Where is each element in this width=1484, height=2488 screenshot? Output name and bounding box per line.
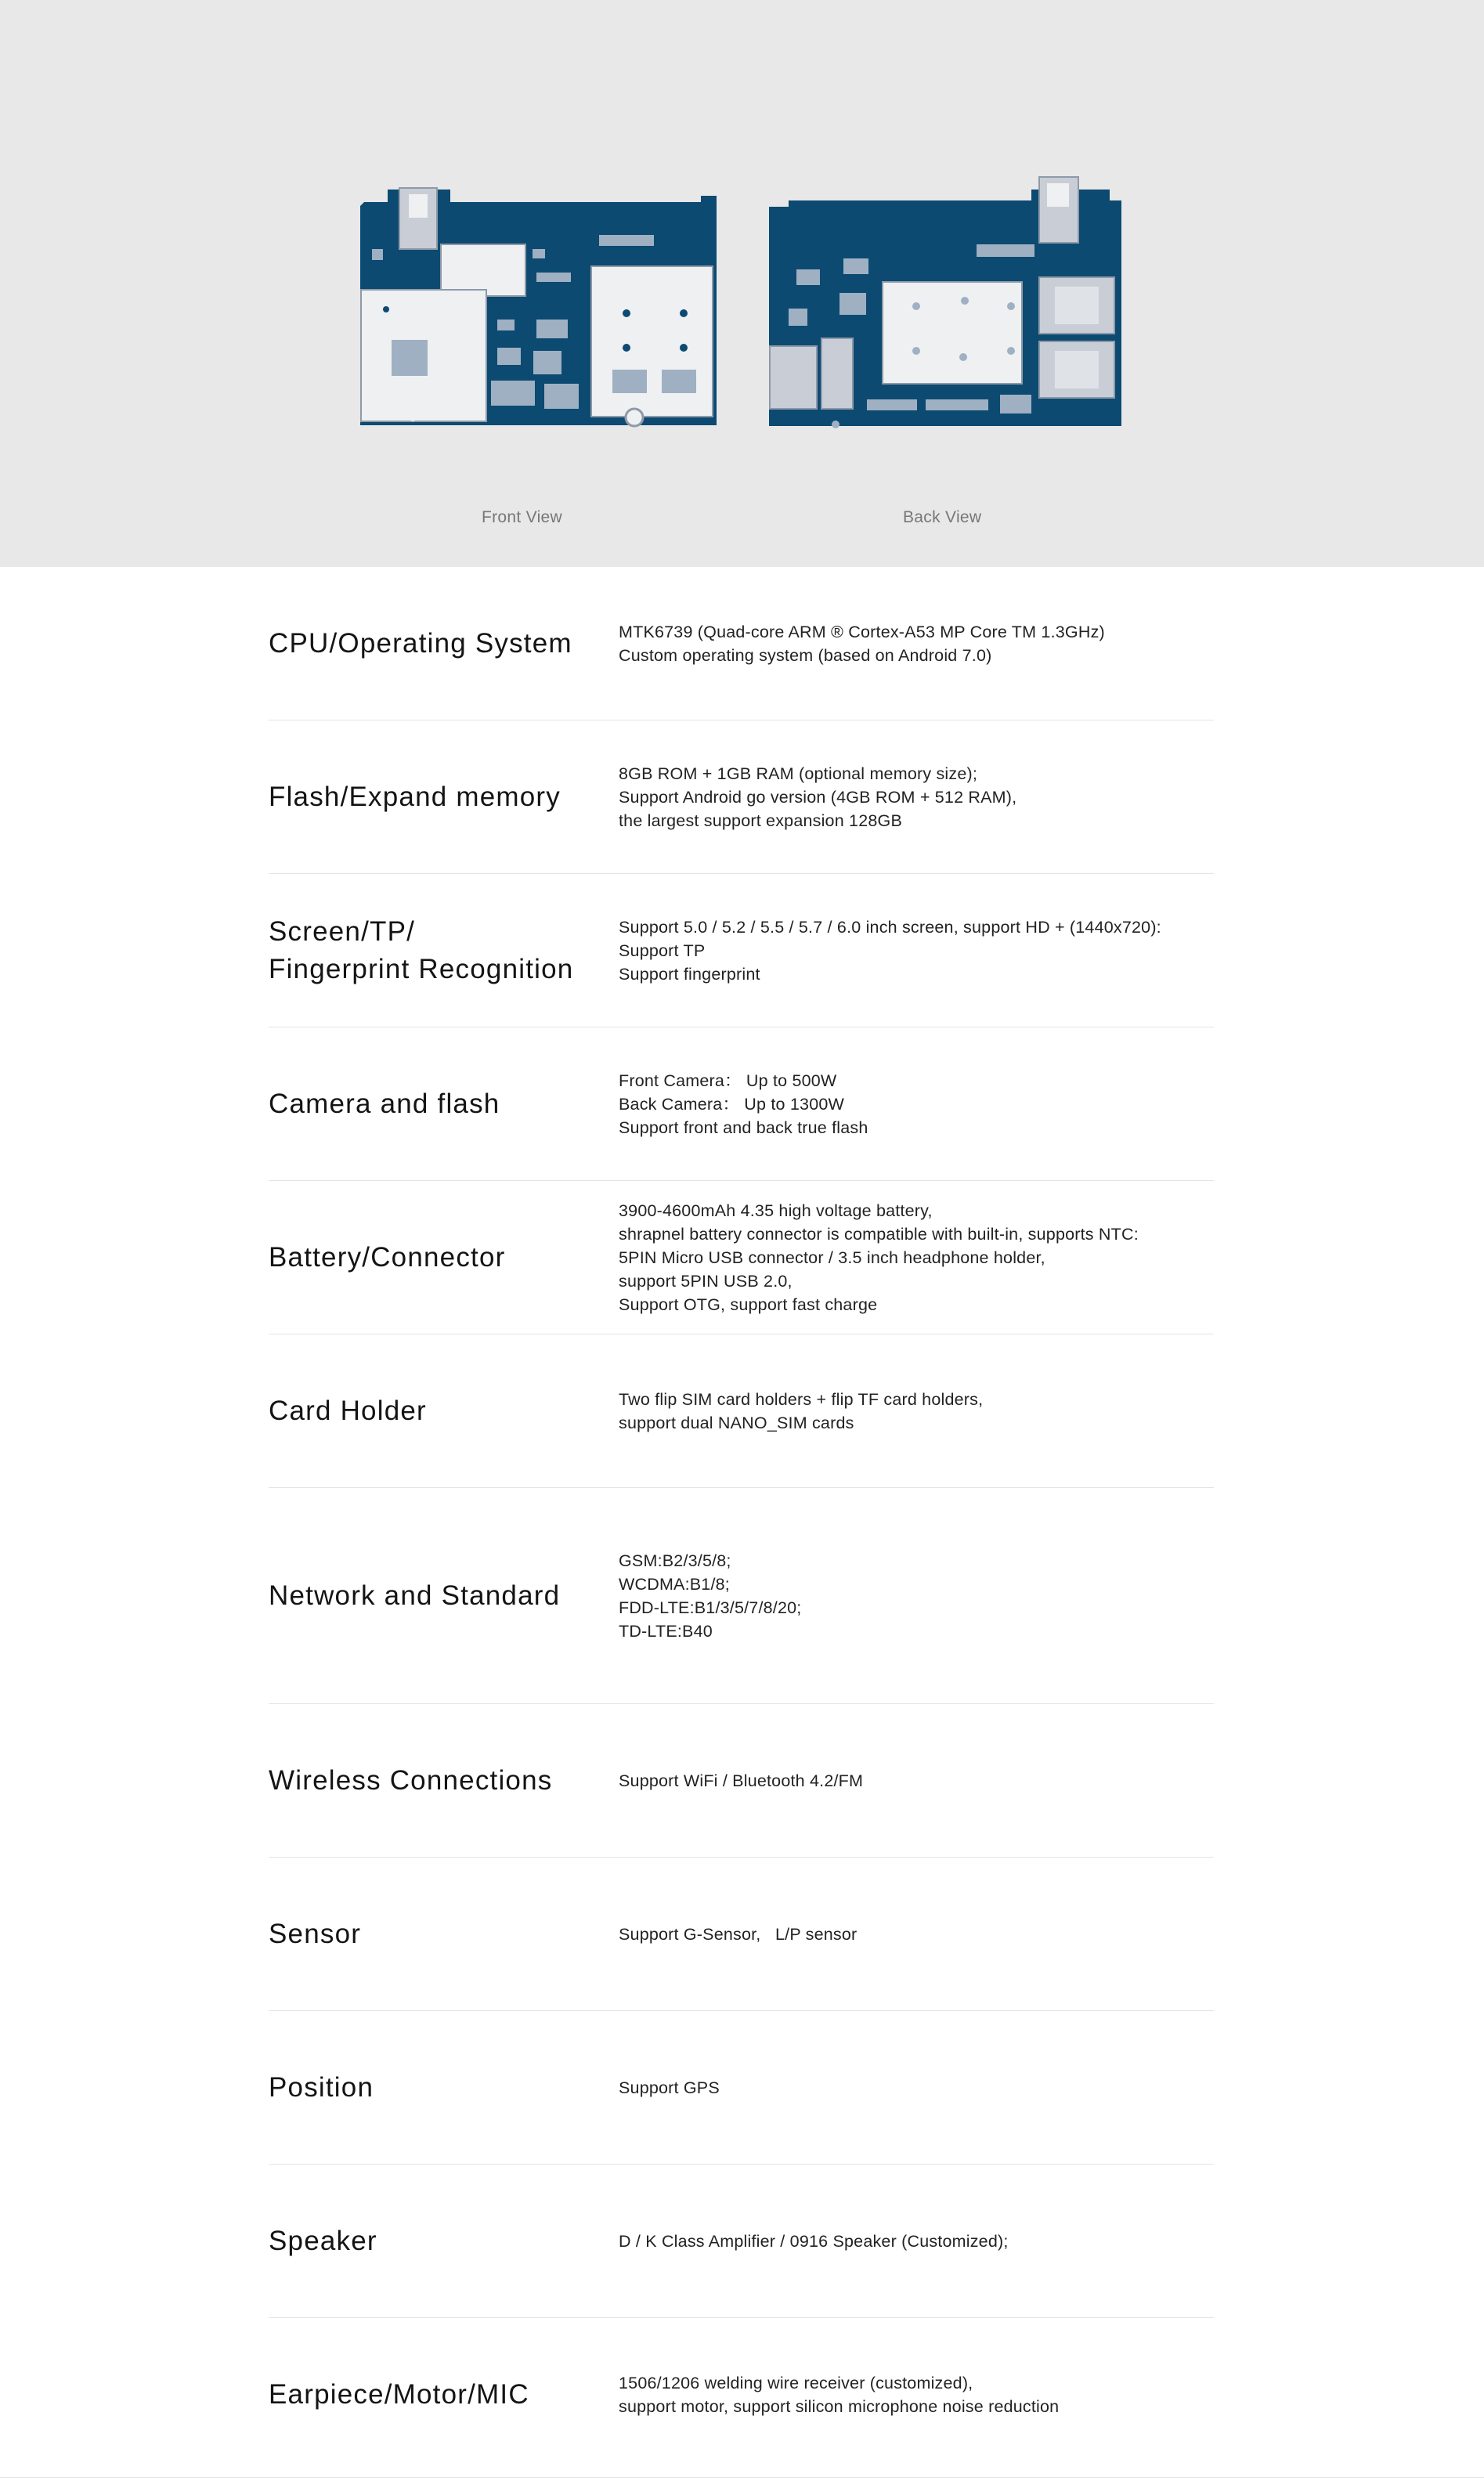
spec-row-camera <box>269 1027 1214 1181</box>
page-bottom-divider <box>0 2477 1484 2478</box>
back-board-image <box>765 175 1125 432</box>
spec-line: Support OTG, support fast charge <box>619 1295 878 1314</box>
spec-title: Earpiece/Motor/MIC <box>269 2379 529 2410</box>
spec-line: Support fingerprint <box>619 965 760 984</box>
spec-line: TD-LTE:B40 <box>619 1622 713 1641</box>
spec-title: Battery/Connector <box>269 1242 506 1273</box>
hero-section <box>0 0 1484 567</box>
spec-line: 3900-4600mAh 4.35 high voltage battery, <box>619 1201 933 1220</box>
spec-description <box>619 1923 1245 1946</box>
spec-row-wireless <box>269 1704 1214 1858</box>
spec-row-position <box>269 2011 1214 2165</box>
spec-line: Support G-Sensor, L/P sensor <box>619 1925 858 1944</box>
spec-title: Flash/Expand memory <box>269 782 561 812</box>
front-board-image <box>356 186 720 432</box>
spec-line: Support WiFi / Bluetooth 4.2/FM <box>619 1771 864 1790</box>
spec-line: Support 5.0 / 5.2 / 5.5 / 5.7 / 6.0 inch screen, support HD + (1440x720): <box>619 918 1161 937</box>
spec-row-earpiece <box>269 2318 1214 2472</box>
front-view-label: Front View <box>482 508 562 526</box>
spec-line: Support Android go version (4GB ROM + 512 RAM), <box>619 788 1017 807</box>
spec-title: Position <box>269 2072 374 2103</box>
spec-line: Custom operating system (based on Android 7.0) <box>619 646 992 665</box>
spec-row-battery <box>269 1181 1214 1334</box>
spec-line: shrapnel battery connector is compatible with built-in, supports NTC: <box>619 1225 1139 1244</box>
spec-description <box>619 915 1245 986</box>
spec-line: WCDMA:B1/8; <box>619 1575 730 1594</box>
spec-line: Back Camera： Up to 1300W <box>619 1095 844 1114</box>
spec-title: Screen/TP/ Fingerprint Recognition <box>269 916 574 984</box>
spec-row-cpu <box>269 567 1214 720</box>
spec-line: support dual NANO_SIM cards <box>619 1414 854 1432</box>
spec-description <box>619 2076 1245 2100</box>
spec-row-card <box>269 1334 1214 1488</box>
spec-description <box>619 1199 1245 1316</box>
back-view-label: Back View <box>903 508 982 526</box>
spec-line: D / K Class Amplifier / 0916 Speaker (Customized); <box>619 2232 1009 2251</box>
spec-description <box>619 1769 1245 1793</box>
spec-description <box>619 762 1245 832</box>
spec-row-speaker <box>269 2165 1214 2318</box>
spec-title: CPU/Operating System <box>269 628 572 659</box>
spec-description <box>619 2371 1245 2418</box>
spec-row-network <box>269 1488 1214 1704</box>
spec-description <box>619 620 1245 667</box>
spec-line: the largest support expansion 128GB <box>619 811 902 830</box>
spec-title: Network and Standard <box>269 1580 561 1611</box>
spec-row-screen <box>269 874 1214 1027</box>
spec-line: 8GB ROM + 1GB RAM (optional memory size); <box>619 764 978 783</box>
spec-line: support 5PIN USB 2.0, <box>619 1272 793 1291</box>
spec-title: Card Holder <box>269 1396 427 1426</box>
spec-line: Support GPS <box>619 2078 720 2097</box>
spec-line: 5PIN Micro USB connector / 3.5 inch headphone holder, <box>619 1248 1045 1267</box>
back-board-illustration <box>765 175 1125 432</box>
spec-description <box>619 1388 1245 1435</box>
spec-line: Support TP <box>619 941 706 960</box>
front-board-illustration <box>356 186 720 432</box>
spec-line: MTK6739 (Quad-core ARM ® Cortex-A53 MP Core TM 1.3GHz) <box>619 623 1105 641</box>
spec-title: Camera and flash <box>269 1089 500 1119</box>
spec-line: 1506/1206 welding wire receiver (customized), <box>619 2374 973 2392</box>
spec-title: Sensor <box>269 1919 362 1949</box>
spec-line: Support front and back true flash <box>619 1118 868 1137</box>
spec-row-sensor <box>269 1858 1214 2011</box>
spec-title: Wireless Connections <box>269 1765 553 1796</box>
spec-line: support motor, support silicon microphone noise reduction <box>619 2397 1060 2416</box>
spec-line: FDD-LTE:B1/3/5/7/8/20; <box>619 1598 802 1617</box>
spec-description <box>619 1549 1245 1643</box>
spec-title: Speaker <box>269 2226 377 2256</box>
spec-line: GSM:B2/3/5/8; <box>619 1551 731 1570</box>
spec-description <box>619 2230 1245 2253</box>
spec-line: Two flip SIM card holders + flip TF card holders, <box>619 1390 984 1409</box>
spec-description <box>619 1069 1245 1139</box>
spec-line: Front Camera： Up to 500W <box>619 1071 837 1090</box>
spec-row-memory <box>269 720 1214 874</box>
